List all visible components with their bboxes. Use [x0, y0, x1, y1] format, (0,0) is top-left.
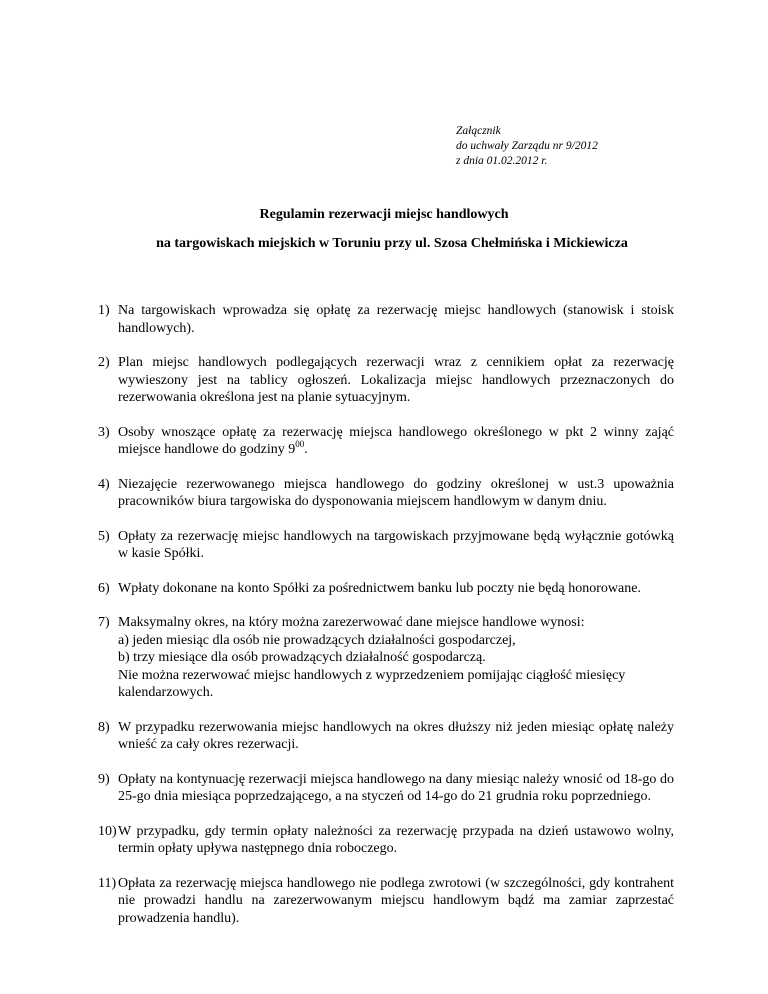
item-text: W przypadku, gdy termin opłaty należności za rezerwację przypada na dzień ustawowo wolny, termin opłaty upływa następnego dnia roboczego. — [118, 823, 674, 856]
regulation-list — [98, 302, 674, 944]
list-item — [98, 528, 674, 563]
item-number: 6) — [98, 580, 110, 596]
list-item — [98, 424, 674, 459]
list-item — [98, 580, 674, 598]
item-text — [118, 424, 674, 459]
item-text: Opłaty za rezerwację miejsc handlowych na targowiskach przyjmowane będą wyłącznie gotówką w kasie Spółki. — [118, 528, 674, 561]
item-number: 11) — [98, 875, 117, 891]
item-number: 8) — [98, 719, 110, 735]
item-subpoint-b: b) trzy miesiące dla osób prowadzących działalność gospodarczą. — [118, 650, 486, 665]
list-item — [98, 875, 674, 928]
item-number: 4) — [98, 476, 110, 492]
item-number: 9) — [98, 771, 110, 787]
item-number: 1) — [98, 303, 110, 318]
annex-line-2: do uchwały Zarządu nr 9/2012 — [456, 140, 598, 152]
item-text: Niezajęcie rezerwowanego miejsca handlowego do godziny określonej w ust.3 upoważnia pracowników biura targowiska do dysponowania miejscem handlowym w danym dniu. — [118, 476, 674, 509]
item-number: 10) — [98, 823, 117, 839]
item-number: 7) — [98, 615, 110, 630]
annex-note — [456, 124, 598, 169]
item-text: W przypadku rezerwowania miejsc handlowych na okres dłuższy niż jeden miesiąc opłatę należy wnieść za cały okres rezerwacji. — [118, 719, 674, 752]
item-text: Na targowiskach wprowadza się opłatę za rezerwację miejsc handlowych (stanowisk i stoisk handlowych). — [118, 303, 674, 336]
list-item — [98, 771, 674, 806]
item-text: Plan miejsc handlowych podlegających rezerwacji wraz z cennikiem opłat za rezerwację wywieszony jest na tablicy ogłoszeń. Lokalizacja miejsc handlowych przeznaczonych do rezerwowania określona jest na planie sytuacyjnym. — [118, 355, 674, 405]
hour-superscript: 00 — [295, 439, 305, 449]
item-number: 2) — [98, 355, 110, 370]
document-title: Regulamin rezerwacji miejsc handlowych — [259, 207, 509, 222]
item-text — [118, 614, 674, 702]
list-item — [98, 302, 674, 337]
document-subtitle: na targowiskach miejskich w Toruniu przy ul. Szosa Chełmińska i Mickiewicza — [156, 236, 628, 251]
item-number: 3) — [98, 424, 110, 440]
annex-line-3: z dnia 01.02.2012 r. — [456, 155, 548, 167]
item-text: Wpłaty dokonane na konto Spółki za pośrednictwem banku lub poczty nie będą honorowane. — [118, 580, 641, 596]
item-text: Opłaty na kontynuację rezerwacji miejsca handlowego na dany miesiąc należy wnosić od 18-go do 25-go dnia miesiąca poprzedzającego, a na styczeń od 14-go do 21 grudnia roku poprzedniego. — [118, 771, 674, 804]
annex-line-1: Załącznik — [456, 125, 501, 137]
list-item — [98, 354, 674, 407]
item-text-main: Osoby wnoszące opłatę za rezerwację miejsca handlowego określonego w pkt 2 winny zająć miejsce handlowe do godziny 9 — [118, 424, 674, 457]
item-subpoint-a: a) jeden miesiąc dla osób nie prowadzących działalności gospodarczej, — [118, 632, 516, 648]
list-item — [98, 614, 674, 702]
item-text-tail: . — [304, 442, 308, 457]
list-item — [98, 823, 674, 858]
list-item — [98, 719, 674, 754]
item-number: 5) — [98, 528, 110, 544]
item-line: Maksymalny okres, na który można zarezerwować dane miejsce handlowe wynosi: — [118, 615, 585, 630]
item-line: Nie można rezerwować miejsc handlowych z wyprzedzeniem pomijając ciągłość miesięcy kalendarzowych. — [118, 667, 626, 700]
item-text: Opłata za rezerwację miejsca handlowego nie podlega zwrotowi (w szczególności, gdy kontrahent nie prowadzi handlu na zarezerwowanym miejscu handlowym bądź ma zamiar zaprzestać prowadzenia handlu). — [118, 875, 674, 926]
list-item — [98, 476, 674, 511]
